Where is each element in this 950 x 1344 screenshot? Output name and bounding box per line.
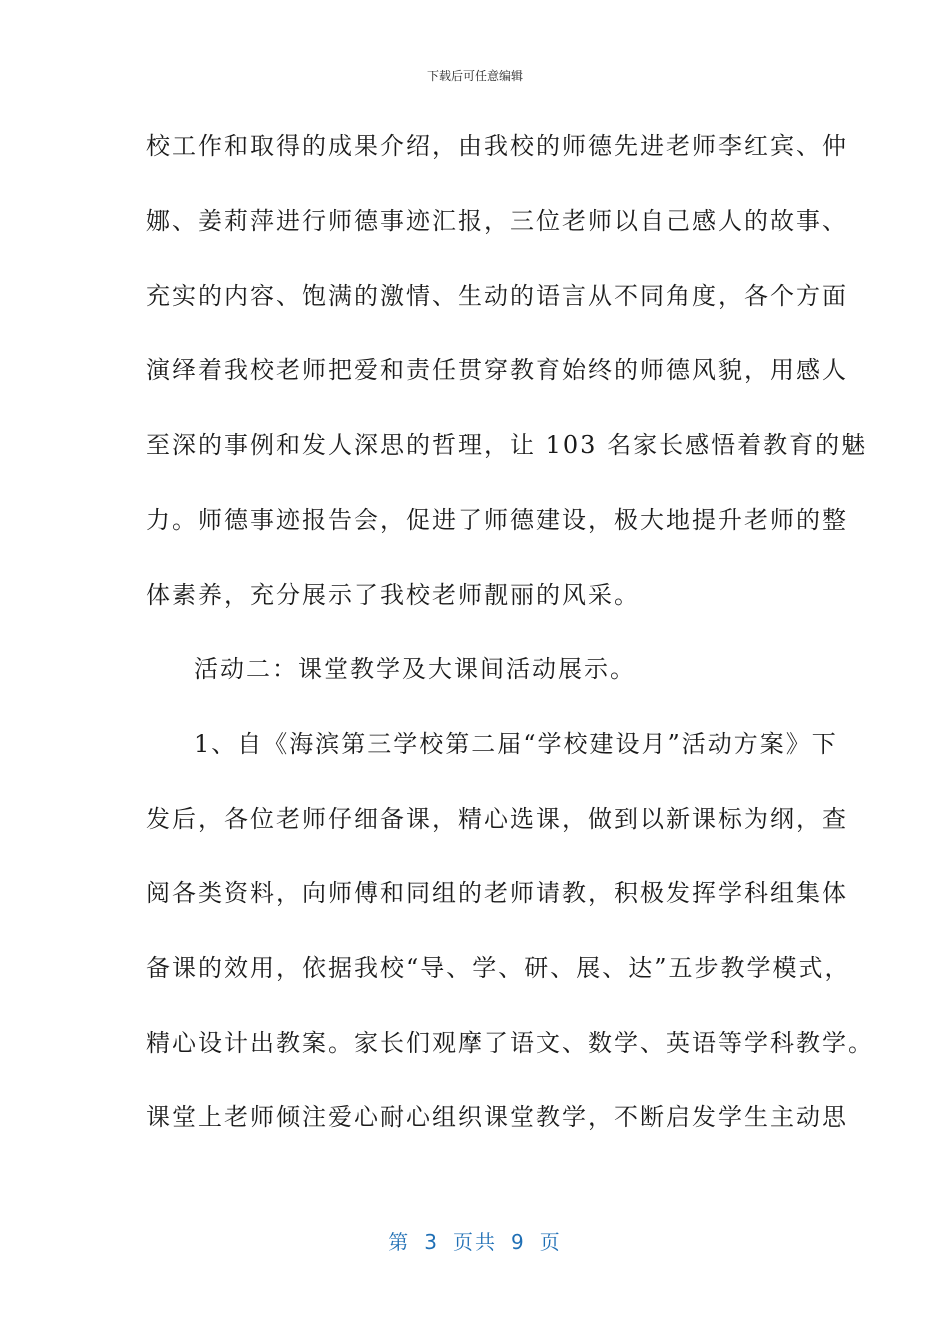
text-line: 1、自《海滨第三学校第二届“学校建设月”活动方案》下 bbox=[194, 730, 838, 758]
text-line: 充实的内容、饱满的激情、生动的语言从不同角度，各个方面 bbox=[146, 282, 848, 310]
text-line: 精心设计出教案。家长们观摩了语文、数学、英语等学科教学。 bbox=[146, 1029, 874, 1057]
text-line: 发后，各位老师仔细备课，精心选课，做到以新课标为纲，查 bbox=[146, 805, 848, 833]
section-heading: 活动二：课堂教学及大课间活动展示。 bbox=[194, 655, 636, 683]
total-pages-number: 9 bbox=[511, 1230, 526, 1254]
text-line: 体素养，充分展示了我校老师靓丽的风采。 bbox=[146, 581, 640, 609]
footer-suffix: 页 bbox=[539, 1230, 562, 1254]
text-line: 娜、姜莉萍进行师德事迹汇报，三位老师以自己感人的故事、 bbox=[146, 207, 848, 235]
text-line: 演绎着我校老师把爱和责任贯穿教育始终的师德风貌，用感人 bbox=[146, 356, 848, 384]
text-line: 备课的效用，依据我校“导、学、研、展、达”五步教学模式， bbox=[146, 954, 851, 982]
header-note: 下载后可任意编辑 bbox=[426, 69, 523, 83]
text-line: 课堂上老师倾注爱心耐心组织课堂教学，不断启发学生主动思 bbox=[146, 1103, 848, 1131]
footer-middle: 页共 bbox=[453, 1230, 497, 1254]
page-footer bbox=[0, 1226, 950, 1255]
text-line: 阅各类资料，向师傅和同组的老师请教，积极发挥学科组集体 bbox=[146, 879, 848, 907]
footer-prefix: 第 bbox=[388, 1230, 411, 1254]
text-line: 校工作和取得的成果介绍，由我校的师德先进老师李红宾、仲 bbox=[146, 132, 848, 160]
text-line: 力。师德事迹报告会，促进了师德建设，极大地提升老师的整 bbox=[146, 506, 848, 534]
text-line: 至深的事例和发人深思的哲理，让 103 名家长感悟着教育的魅 bbox=[146, 431, 868, 459]
current-page-number: 3 bbox=[424, 1230, 439, 1254]
